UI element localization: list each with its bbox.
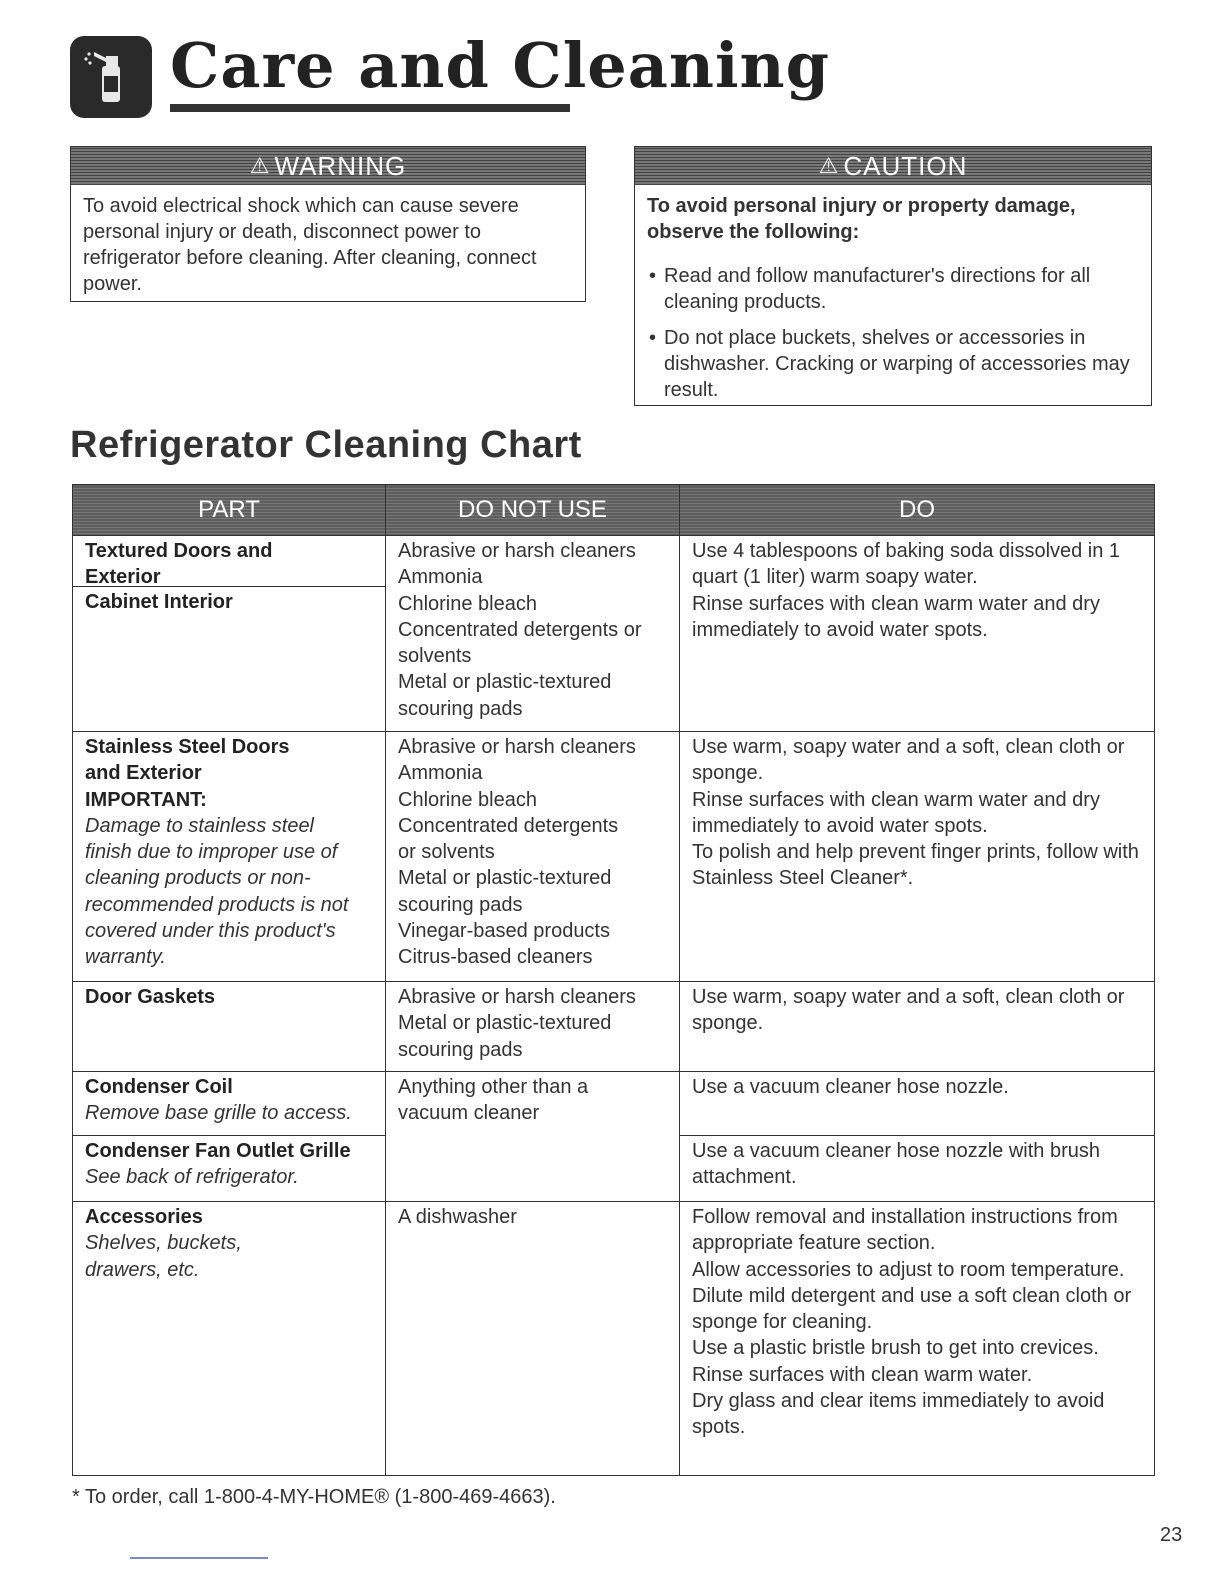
- footnote: * To order, call 1-800-4-MY-HOME® (1-800-469-4663).: [72, 1486, 556, 1508]
- do-not-use-item: Vinegar-based products: [398, 920, 610, 943]
- part-note: See back of refrigerator.: [85, 1166, 299, 1189]
- title-underline: [170, 104, 570, 112]
- page-number: 23: [1160, 1524, 1183, 1546]
- do-cell: [680, 982, 1155, 1072]
- do-not-use-item: Concentrated detergents or solvents: [398, 814, 619, 864]
- do-not-use-cell: [386, 732, 680, 982]
- part-title: Door Gaskets: [85, 986, 216, 1008]
- part-cell: [73, 536, 386, 732]
- do-not-use-cell: [386, 1072, 680, 1202]
- warning-text: To avoid electrical shock which can cause severe personal injury or death, disconnect power to refrigerator before cleaning. After cleaning, connect power.: [83, 195, 537, 295]
- do-item: Rinse surfaces with clean warm water and dry immediately to avoid water spots.: [692, 592, 1100, 641]
- table-row: [73, 982, 1155, 1072]
- part-cell: [73, 732, 386, 982]
- table-row: [73, 536, 1155, 732]
- do-not-use-item: Metal or plastic-textured scouring pads: [398, 671, 612, 720]
- part-note: Shelves, buckets, drawers, etc.: [85, 1232, 242, 1281]
- part-title: Condenser Coil: [85, 1076, 233, 1098]
- part-block: [73, 586, 385, 621]
- part-cell: [73, 1136, 386, 1202]
- part-note: Damage to stainless steel finish due to improper use of cleaning products or non-recommended products is not covered under this product's warranty.: [85, 814, 349, 969]
- part-title: Textured Doors and Exterior: [85, 540, 273, 589]
- caution-lead: To avoid personal injury or property damage, observe the following:: [647, 195, 1076, 243]
- page-title: Care and Cleaning: [170, 29, 830, 102]
- do-not-use-cell: [386, 536, 680, 732]
- do-cell: [680, 1202, 1155, 1476]
- do-item: Dry glass and clear items immediately to avoid spots.: [692, 1390, 1105, 1439]
- do-not-use-item: Concentrated detergents or solvents: [398, 618, 642, 668]
- caution-box: [634, 146, 1152, 406]
- table-row: [73, 1202, 1155, 1476]
- do-item: Dilute mild detergent and use a soft clean cloth or sponge for cleaning.: [692, 1284, 1132, 1334]
- chart-title: Refrigerator Cleaning Chart: [70, 424, 582, 466]
- do-item: Use a plastic bristle brush to get into crevices.: [692, 1337, 1099, 1360]
- do-not-use-item: Metal or plastic-textured scouring pads: [398, 1012, 612, 1061]
- do-not-use-item: Ammonia: [398, 566, 483, 589]
- caution-item: • Read and follow manufacturer's directions for all cleaning products.: [647, 263, 1139, 315]
- caution-list: [635, 249, 1151, 413]
- part-cell: [73, 982, 386, 1072]
- do-not-use-item: Ammonia: [398, 762, 483, 785]
- do-cell: [680, 1072, 1155, 1136]
- cleaning-chart: [72, 484, 1155, 1476]
- do-item: Use warm, soapy water and a soft, clean cloth or sponge.: [692, 736, 1125, 785]
- caution-item: • Do not place buckets, shelves or accessories in dishwasher. Cracking or warping of accessories may result.: [647, 325, 1139, 403]
- part-note: Remove base grille to access.: [85, 1102, 352, 1125]
- part-title: Cabinet Interior: [85, 591, 233, 613]
- do-not-use-cell: [386, 982, 680, 1072]
- part-cell: [73, 1202, 386, 1476]
- do-not-use-item: Citrus-based cleaners: [398, 946, 593, 969]
- do-not-use-item: Abrasive or harsh cleaners: [398, 986, 636, 1008]
- do-item: Rinse surfaces with clean warm water and dry immediately to avoid water spots.: [692, 788, 1100, 837]
- do-item: Allow accessories to adjust to room temperature.: [692, 1258, 1125, 1281]
- part-title: Accessories: [85, 1206, 203, 1228]
- table-row: [73, 1072, 1155, 1136]
- do-not-use-item: Metal or plastic-textured scouring pads: [398, 867, 612, 916]
- do-item: To polish and help prevent finger prints, follow with Stainless Steel Cleaner*.: [692, 841, 1139, 890]
- do-item: Use 4 tablespoons of baking soda dissolved in 1 quart (1 liter) warm soapy water.: [692, 540, 1121, 589]
- bottom-rule: [130, 1557, 268, 1559]
- header-do: DO: [680, 485, 1155, 536]
- do-cell: [680, 1136, 1155, 1202]
- chart-header-row: [73, 485, 1155, 536]
- important-label: IMPORTANT:: [85, 788, 207, 811]
- do-not-use-cell: [386, 1202, 680, 1476]
- do-not-use-item: A dishwasher: [398, 1206, 517, 1228]
- header-part: PART: [73, 485, 386, 536]
- do-cell: [680, 536, 1155, 732]
- header-do-not-use: DO NOT USE: [386, 485, 680, 536]
- caution-header: [635, 147, 1151, 185]
- caution-label: CAUTION: [843, 150, 968, 181]
- warning-label: WARNING: [274, 150, 407, 181]
- do-not-use-item: Chlorine bleach: [398, 592, 537, 615]
- do-cell: [680, 732, 1155, 982]
- part-title: Condenser Fan Outlet Grille: [85, 1140, 351, 1162]
- do-item: Use a vacuum cleaner hose nozzle with brush attachment.: [692, 1140, 1100, 1189]
- do-item: Use a vacuum cleaner hose nozzle.: [692, 1076, 1009, 1098]
- do-item: Use warm, soapy water and a soft, clean cloth or sponge.: [692, 986, 1125, 1035]
- cleaning-spray-icon: [70, 36, 152, 118]
- caution-triangle-icon: ⚠: [818, 153, 840, 178]
- table-row: [73, 732, 1155, 982]
- part-cell: [73, 1072, 386, 1136]
- warning-box: [70, 146, 586, 302]
- do-not-use-item: Abrasive or harsh cleaners: [398, 540, 636, 562]
- part-title: Stainless Steel Doors and Exterior: [85, 736, 290, 785]
- do-not-use-item: Chlorine bleach: [398, 788, 537, 811]
- part-block: [73, 536, 385, 589]
- do-not-use-item: Abrasive or harsh cleaners: [398, 736, 636, 758]
- warning-header: [71, 147, 585, 185]
- do-not-use-item: Anything other than a vacuum cleaner: [398, 1076, 589, 1125]
- warning-triangle-icon: ⚠: [249, 153, 271, 178]
- do-item: Follow removal and installation instructions from appropriate feature section.: [692, 1206, 1118, 1255]
- do-item: Rinse surfaces with clean warm water.: [692, 1363, 1033, 1386]
